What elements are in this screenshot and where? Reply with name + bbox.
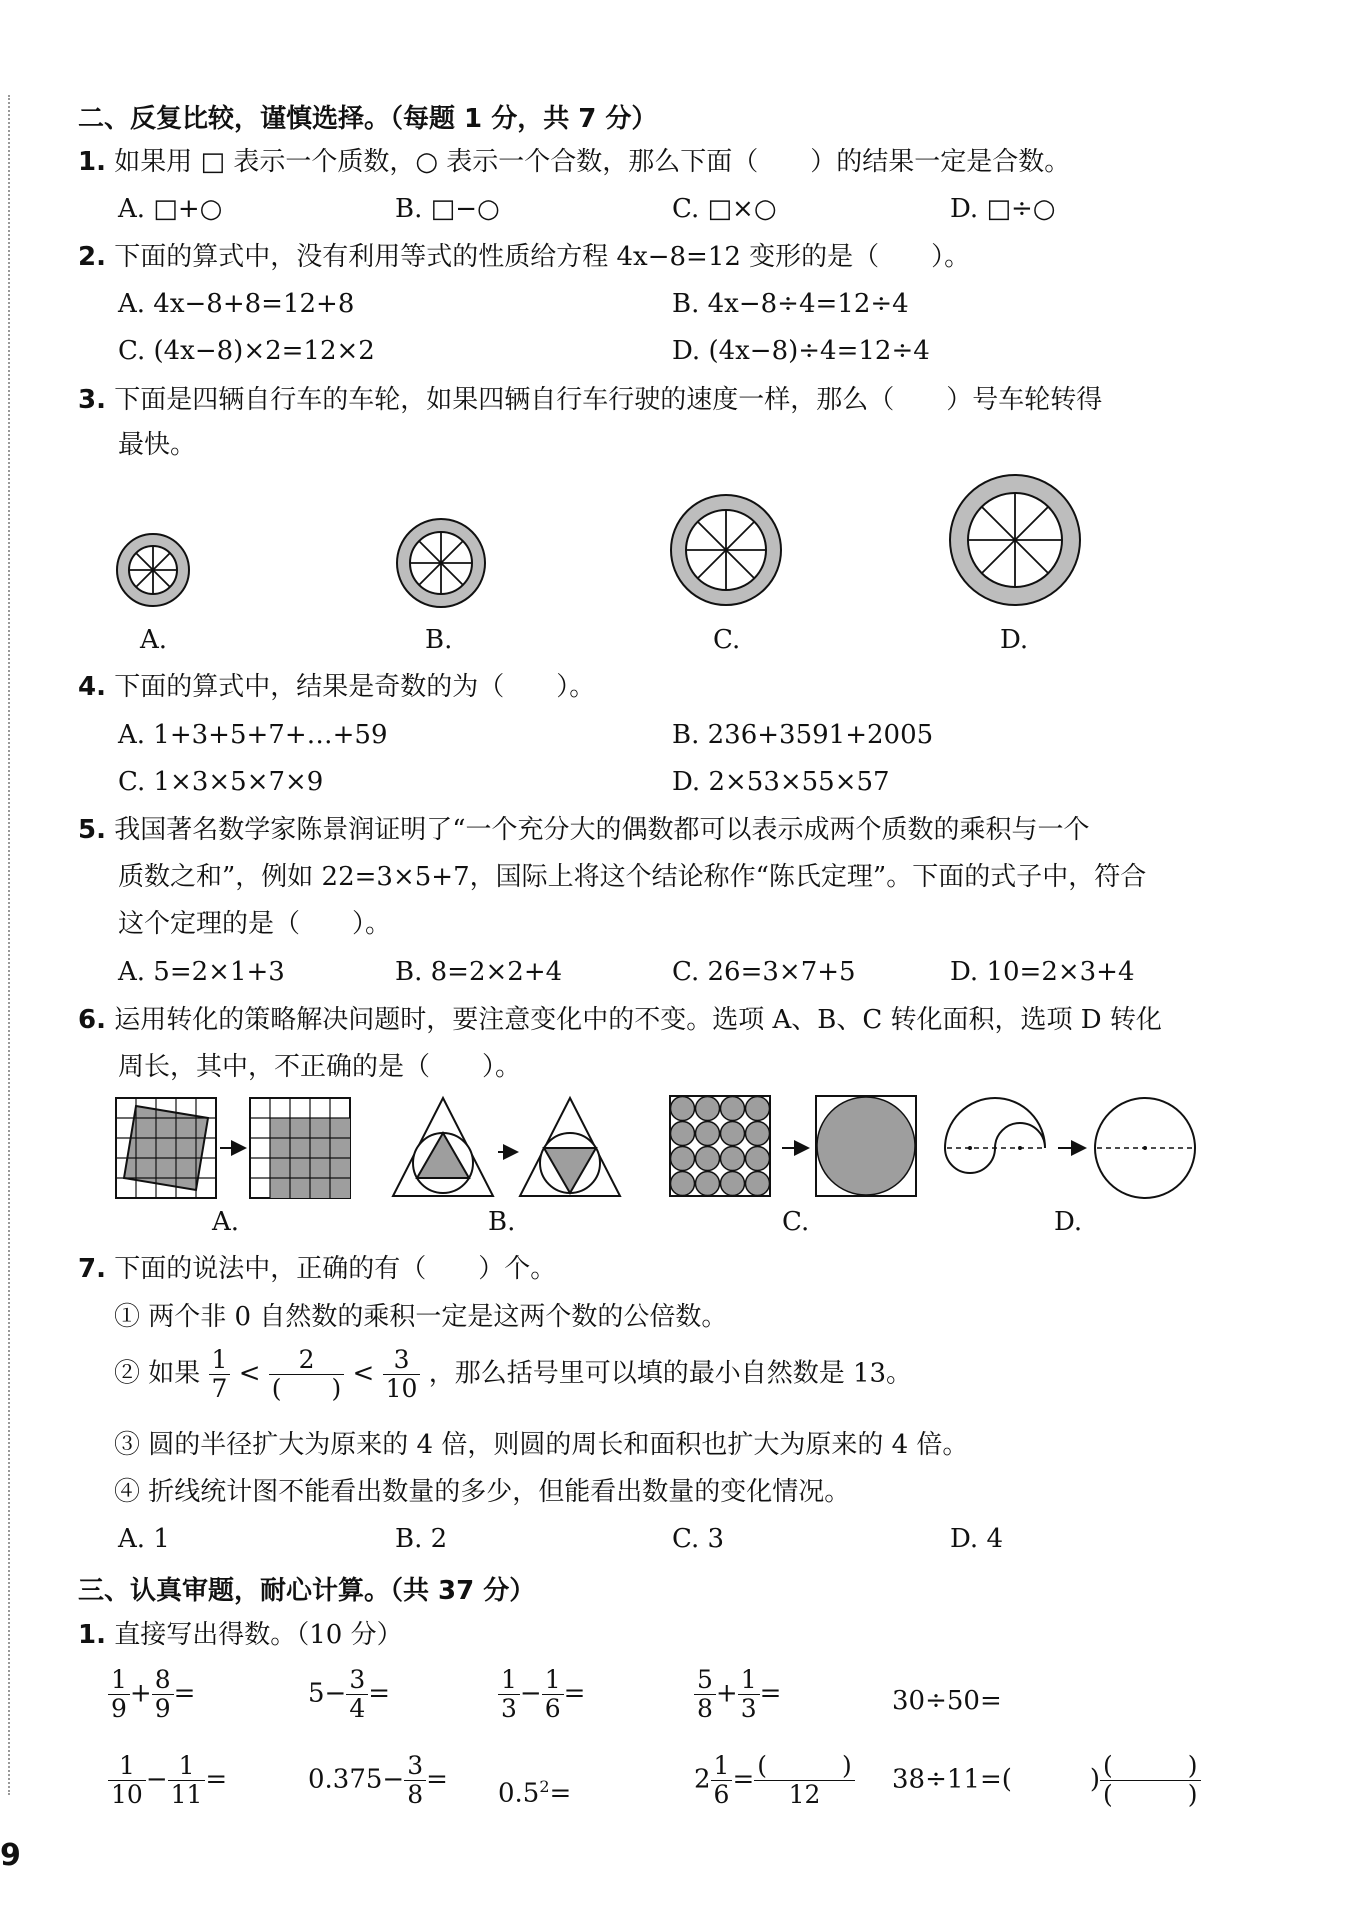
question-number: 6.	[78, 1005, 106, 1035]
numerator: 3	[383, 1346, 421, 1375]
q5-option-a: A. 5=2×1+3	[118, 957, 285, 987]
denominator: 3	[740, 1694, 757, 1723]
equals-sign: =	[563, 1678, 586, 1709]
statement-2-suffix: ，那么括号里可以填的最小自然数是 13。	[428, 1358, 913, 1389]
numerator: 1	[542, 1666, 564, 1695]
operator: +	[129, 1678, 152, 1709]
question-text: 下面的算式中，没有利用等式的性质给方程 4x−8=12 变形的是（ ）。	[114, 242, 971, 272]
question-text: 下面的算式中，结果是奇数的为（ ）。	[114, 672, 596, 702]
numerator: 2	[269, 1346, 345, 1375]
section3-question-1	[78, 1618, 403, 1652]
numerator: 1	[168, 1752, 206, 1781]
q4-option-c: C. 1×3×5×7×9	[118, 767, 324, 797]
answer-fraction	[1100, 1752, 1201, 1809]
denominator: 6	[544, 1694, 561, 1723]
denominator: 10	[111, 1780, 143, 1809]
less-than-sign: <	[238, 1358, 261, 1389]
operator: −	[519, 1678, 542, 1709]
expression-prefix: 0.375−	[308, 1764, 405, 1795]
question-number: 1.	[78, 1620, 106, 1650]
question-text-line2: 质数之和”，例如 22=3×5+7，国际上将这个结论称作“陈氏定理”。下面的式子中，符合	[118, 862, 1147, 892]
question-3	[78, 383, 1102, 417]
calc-r2-a	[108, 1752, 227, 1809]
wheel-label-d: D.	[1000, 625, 1029, 655]
mixed-whole: 2	[694, 1764, 711, 1795]
q4-option-d: D. 2×53×55×57	[672, 767, 890, 797]
calc-r2-e	[892, 1752, 1201, 1809]
question-number: 2.	[78, 242, 106, 272]
q7-option-b: B. 2	[395, 1524, 448, 1554]
numerator: 1	[209, 1346, 231, 1375]
expression-prefix: 38÷11=( )	[892, 1764, 1101, 1795]
equals-sign: =	[732, 1764, 755, 1795]
wheel-b	[397, 519, 485, 607]
expression-prefix: 5−	[308, 1678, 347, 1709]
question-text-line2: 最快。	[118, 430, 197, 460]
numerator: 1	[108, 1666, 130, 1695]
figure-a-after	[250, 1098, 350, 1198]
figure-d-before	[945, 1098, 1045, 1173]
statement-2-prefix: ② 如果	[114, 1358, 201, 1389]
calc-r2-d	[694, 1752, 855, 1809]
figure-d-after	[1095, 1098, 1195, 1198]
operator: −	[145, 1764, 168, 1795]
equals-sign: =	[426, 1764, 448, 1795]
q2-option-c: C. (4x−8)×2=12×2	[118, 336, 375, 366]
question-text-line1: 下面是四辆自行车的车轮，如果四辆自行车行驶的速度一样，那么（ ）号车轮转得	[114, 385, 1103, 415]
wheel-a	[117, 534, 189, 606]
numerator: 1	[738, 1666, 760, 1695]
question-text: 下面的说法中，正确的有（ ）个。	[114, 1254, 557, 1284]
denominator-blank: ( )	[271, 1374, 342, 1403]
power-base: 0.5	[498, 1778, 540, 1809]
question-text-line1: 运用转化的策略解决问题时，要注意变化中的不变。选项 A、B、C 转化面积，选项 D 转化	[114, 1005, 1162, 1035]
wheel-label-c: C.	[713, 625, 741, 655]
question-text: 如果用 □ 表示一个质数，○ 表示一个合数，那么下面（ ）的结果一定是合数。	[114, 147, 1071, 177]
question-number: 7.	[78, 1254, 106, 1284]
numerator: 1	[711, 1752, 733, 1781]
numerator: 3	[346, 1666, 368, 1695]
fraction	[152, 1666, 174, 1723]
question-1	[78, 145, 1070, 179]
wheel-label-a: A.	[140, 625, 168, 655]
answer-fraction	[754, 1752, 855, 1809]
wheel-d	[950, 475, 1080, 605]
denominator: 9	[154, 1694, 171, 1723]
question-text: 直接写出得数。（10 分）	[114, 1620, 403, 1650]
question-number: 4.	[78, 672, 106, 702]
section3-heading: 三、认真审题，耐心计算。（共 37 分）	[78, 1576, 536, 1606]
fraction	[108, 1666, 130, 1723]
equals-sign: =	[759, 1678, 782, 1709]
wheel-label-b: B.	[425, 625, 453, 655]
equals-sign: =	[368, 1678, 391, 1709]
q4-option-a: A. 1+3+5+7+…+59	[118, 720, 388, 750]
q5-option-b: B. 8=2×2+4	[395, 957, 563, 987]
statement-3: ③ 圆的半径扩大为原来的 4 倍，则圆的周长和面积也扩大为原来的 4 倍。	[114, 1430, 969, 1460]
equals-sign: =	[549, 1778, 572, 1809]
question-4	[78, 670, 595, 704]
numerator: 5	[694, 1666, 716, 1695]
figure-label-c: C.	[782, 1207, 810, 1237]
q5-option-c: C. 26=3×7+5	[672, 957, 856, 987]
statement-4: ④ 折线统计图不能看出数量的多少，但能看出数量的变化情况。	[114, 1477, 851, 1507]
statement-2	[114, 1346, 912, 1403]
q2-option-b: B. 4x−8÷4=12÷4	[672, 289, 909, 319]
denominator-blank: ( )	[1103, 1780, 1198, 1809]
figure-c-after	[816, 1096, 916, 1196]
numerator: 1	[108, 1752, 146, 1781]
power-exponent: 2	[539, 1777, 550, 1796]
question-7	[78, 1252, 556, 1286]
q1-option-d: D. □÷○	[950, 194, 1056, 224]
question-2	[78, 240, 970, 274]
figure-b-before	[393, 1098, 493, 1196]
fraction	[108, 1752, 146, 1809]
numerator: 1	[498, 1666, 520, 1695]
fraction-one-seventh	[209, 1346, 231, 1403]
question-text-line1: 我国著名数学家陈景润证明了“一个充分大的偶数都可以表示成两个质数的乘积与一个	[114, 815, 1090, 845]
q4-option-b: B. 236+3591+2005	[672, 720, 934, 750]
conversion-figure	[110, 1092, 1220, 1202]
denominator: 9	[111, 1694, 127, 1723]
calc-r2-c	[498, 1770, 571, 1811]
fraction	[498, 1666, 520, 1723]
fraction	[738, 1666, 760, 1723]
figure-b-after	[520, 1098, 620, 1196]
fraction-three-tenths	[383, 1346, 421, 1403]
q7-option-c: C. 3	[672, 1524, 725, 1554]
operator: +	[715, 1678, 738, 1709]
question-text-line3: 这个定理的是（ ）。	[118, 909, 392, 939]
equals-sign: =	[173, 1678, 196, 1709]
numerator: 8	[152, 1666, 174, 1695]
wheels-figure	[100, 470, 1100, 660]
denominator: 3	[501, 1694, 517, 1723]
question-number: 3.	[78, 385, 106, 415]
q1-option-a: A. □+○	[118, 194, 223, 224]
denominator: 6	[713, 1780, 730, 1809]
numerator-blank: ( )	[1100, 1752, 1201, 1781]
q5-option-d: D. 10=2×3+4	[950, 957, 1135, 987]
page-number: 9	[0, 1838, 21, 1873]
figure-label-a: A.	[212, 1207, 240, 1237]
question-number: 5.	[78, 815, 106, 845]
equals-sign: =	[205, 1764, 228, 1795]
denominator: 8	[697, 1694, 713, 1723]
statement-1: ① 两个非 0 自然数的乘积一定是这两个数的公倍数。	[114, 1302, 728, 1332]
question-6	[78, 1003, 1162, 1037]
binding-margin-line	[8, 95, 10, 1795]
calc-r1-c	[498, 1666, 585, 1723]
q7-option-d: D. 4	[950, 1524, 1003, 1554]
denominator: 7	[211, 1374, 228, 1403]
fraction	[168, 1752, 206, 1809]
figure-c-before	[670, 1096, 770, 1196]
denominator: 10	[385, 1374, 418, 1403]
fraction	[711, 1752, 733, 1809]
fraction	[694, 1666, 716, 1723]
fraction	[346, 1666, 368, 1723]
numerator: 3	[404, 1752, 426, 1781]
calc-r1-a	[108, 1666, 195, 1723]
denominator: 11	[170, 1780, 203, 1809]
section2-heading: 二、反复比较，谨慎选择。（每题 1 分，共 7 分）	[78, 104, 658, 134]
denominator: 8	[407, 1780, 424, 1809]
q1-option-c: C. □×○	[672, 194, 777, 224]
wheel-c	[671, 495, 781, 605]
q1-option-b: B. □−○	[395, 194, 500, 224]
figure-a-before	[116, 1098, 216, 1198]
figure-label-b: B.	[488, 1207, 516, 1237]
calc-r1-e: 30÷50=	[892, 1686, 1002, 1716]
denominator: 12	[788, 1780, 821, 1809]
calc-r1-d	[694, 1666, 781, 1723]
less-than-sign: <	[352, 1358, 375, 1389]
question-number: 1.	[78, 147, 106, 177]
calc-r1-b	[308, 1666, 390, 1723]
question-text-line2: 周长，其中，不正确的是（ ）。	[118, 1052, 522, 1082]
fraction-blank	[269, 1346, 345, 1403]
q2-option-a: A. 4x−8+8=12+8	[118, 289, 355, 319]
calc-r2-b	[308, 1752, 448, 1809]
fraction	[542, 1666, 564, 1723]
q2-option-d: D. (4x−8)÷4=12÷4	[672, 336, 930, 366]
denominator: 4	[349, 1694, 366, 1723]
question-5	[78, 813, 1090, 847]
q7-option-a: A. 1	[118, 1524, 170, 1554]
figure-label-d: D.	[1054, 1207, 1083, 1237]
fraction	[404, 1752, 426, 1809]
numerator-blank: ( )	[754, 1752, 855, 1781]
